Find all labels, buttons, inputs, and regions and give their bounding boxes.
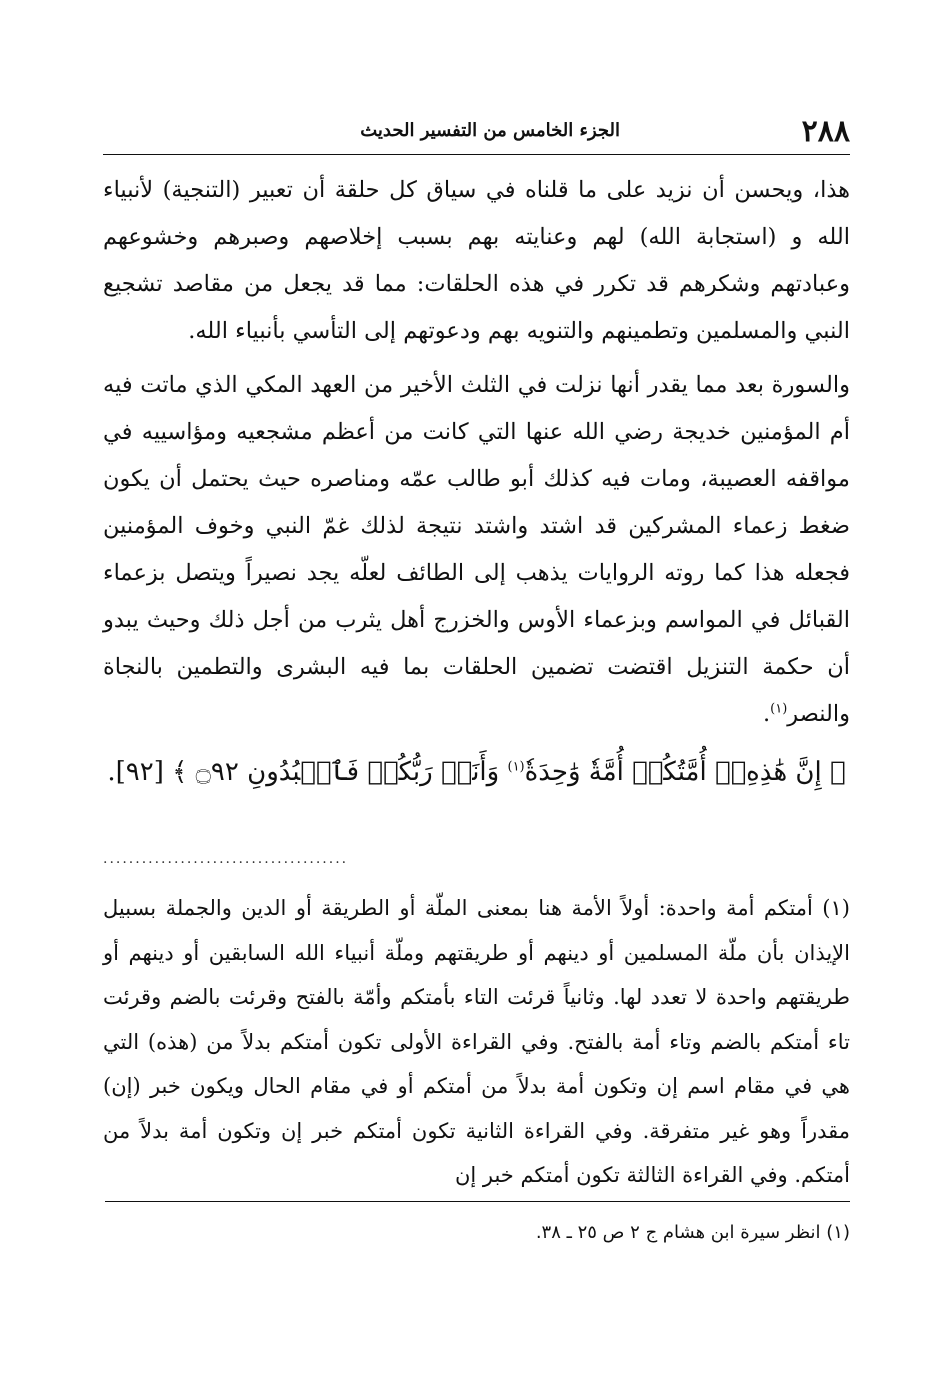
footnote-reference: (١)	[770, 701, 788, 717]
paragraph-2-end: .	[763, 701, 771, 727]
commentary-note-1: (١) أمتكم أمة واحدة: أولاً الأمة هنا بمعنى الملّة أو الطريقة أو الدين والجملة بسبيل الإيذان بأن ملّة المسلمين أو دينهم أو طريقتهم وملّة أنبياء الله السابقين أو دينهم أو طريقتهم واحدة لا تعدد لها. وثانياً قرئت التاء بأمتكم وأمّة بالفتح وقرئت بالضم وقرئت تاء أمتكم بالضم وتاء أمة بالفتح. وفي القراءة الأولى تكون أمتكم بدلاً من (هذه) التي هي في مقام اسم إن وتكون أمة بدلاً من أمتكم أو في مقام الحال ويكون خبر (إن) مقدراً وهو غير متفرقة. وفي القراءة الثانية تكون أمتكم خبر إن وتكون أمة بدلاً من أمتكم. وفي القراءة الثالثة تكون أمتكم خبر إن	[103, 896, 850, 1187]
ayah-marker: ۝٩٢	[195, 757, 239, 787]
footnote-divider	[105, 1201, 850, 1202]
paragraph-1: هذا، ويحسن أن نزيد على ما قلناه في سياق كل حلقة أن تعبير (التنجية) لأنبياء الله و (استجابة الله) لهم وعنايته بهم بسبب إخلاصهم وصبرهم وخشوعهم وعبادتهم وشكرهم قد تكرر في هذه الحلقات: مما قد يجعل من مقاصد تشجيع النبي والمسلمين وتطمينهم والتنويه بهم ودعوتهم إلى التأسي بأنبياء الله.	[103, 177, 850, 344]
verse-note-reference: (١)	[507, 759, 525, 775]
running-title: الجزء الخامس من التفسير الحديث	[360, 120, 620, 141]
page-header	[103, 112, 850, 155]
quran-verse	[103, 748, 850, 796]
verse-text-part-1: إِنَّ هَٰذِهِۦٓ أُمَّتُكُمۡ أُمَّةٗ وَٰحِدَةٗ	[524, 757, 822, 787]
paragraph-2	[103, 362, 850, 738]
footnote: (١) انظر سيرة ابن هشام ج ٢ ص ٢٥ ـ ٣٨.	[535, 1222, 850, 1243]
verse-open-bracket: ﴿	[830, 757, 846, 787]
paragraph-2-text: والسورة بعد مما يقدر أنها نزلت في الثلث الأخير من العهد المكي الذي ماتت فيه أم المؤمنين خديجة رضي الله عنها التي كانت من أعظم مشجعيه ومؤاسييه في مواقفه العصيبة، ومات فيه كذلك أبو طالب عمّه ومناصره حيث يحتمل أن يكون ضغط زعماء المشركين قد اشتد واشتد نتيجة لذلك غمّ النبي وخوف المؤمنين فجعله هذا كما روته الروايات يذهب إلى الطائف لعلّه يجد نصيراً ويتصل بزعماء القبائل في المواسم وبزعماء الأوس والخزرج أهل يثرب من أجل ذلك وحيث يبدو أن حكمة التنزيل اقتضت تضمين الحلقات بما فيه البشرى والتطمين بالنجاة والنصر	[103, 372, 850, 727]
dotted-separator: ......................................	[103, 852, 349, 866]
verse-number: [٩٢].	[107, 757, 164, 787]
page-number: ٢٨٨	[801, 114, 850, 149]
verse-text-part-2: وَأَنَا۠ رَبُّكُمۡ فَٱعۡبُدُونِ	[247, 757, 500, 787]
verse-close-bracket: ﴾	[172, 757, 188, 787]
